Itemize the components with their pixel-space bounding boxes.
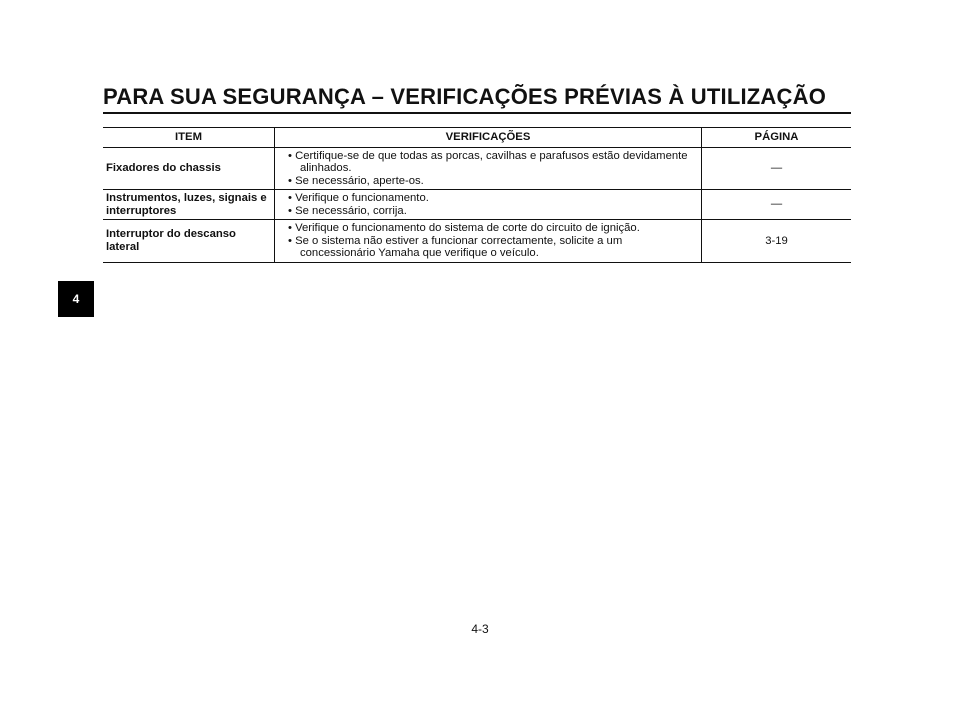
row-checks <box>275 190 702 220</box>
column-header-checks: VERIFICAÇÕES <box>275 128 702 148</box>
check-item: • Se necessário, corrija. <box>288 204 407 217</box>
row-item: Fixadores do chassis <box>103 147 275 190</box>
page-title: PARA SUA SEGURANÇA – VERIFICAÇÕES PRÉVIAS À UTILIZAÇÃO <box>103 84 827 109</box>
row-page: — <box>702 190 852 220</box>
row-item: Instrumentos, luzes, signais e interruptores <box>103 190 275 220</box>
page-number: 4-3 <box>471 622 489 636</box>
title-underline <box>103 112 851 114</box>
check-item: • Verifique o funcionamento. <box>288 192 429 204</box>
table-row <box>103 190 851 220</box>
pre-operation-checks-table <box>103 127 851 263</box>
table-row <box>103 147 851 190</box>
chapter-tab <box>58 281 94 317</box>
check-item: • Se o sistema não estiver a funcionar correctamente, solicite a um concessionário Yamaha que verifique o veículo. <box>288 234 623 259</box>
table-row <box>103 220 851 263</box>
column-header-page: PÁGINA <box>702 128 852 148</box>
row-page: 3-19 <box>702 220 852 263</box>
row-checks <box>275 147 702 190</box>
row-page: — <box>702 147 852 190</box>
check-item: • Se necessário, aperte-os. <box>288 174 424 187</box>
row-checks <box>275 220 702 263</box>
chapter-tab-label: 4 <box>72 292 80 306</box>
table-header-row <box>103 128 851 148</box>
check-item: • Verifique o funcionamento do sistema de corte do circuito de ignição. <box>288 222 640 234</box>
row-item: Interruptor do descanso lateral <box>103 220 275 263</box>
check-item: • Certifique-se de que todas as porcas, cavilhas e parafusos estão devidamente alinhados. <box>288 149 688 174</box>
column-header-item: ITEM <box>103 128 275 148</box>
